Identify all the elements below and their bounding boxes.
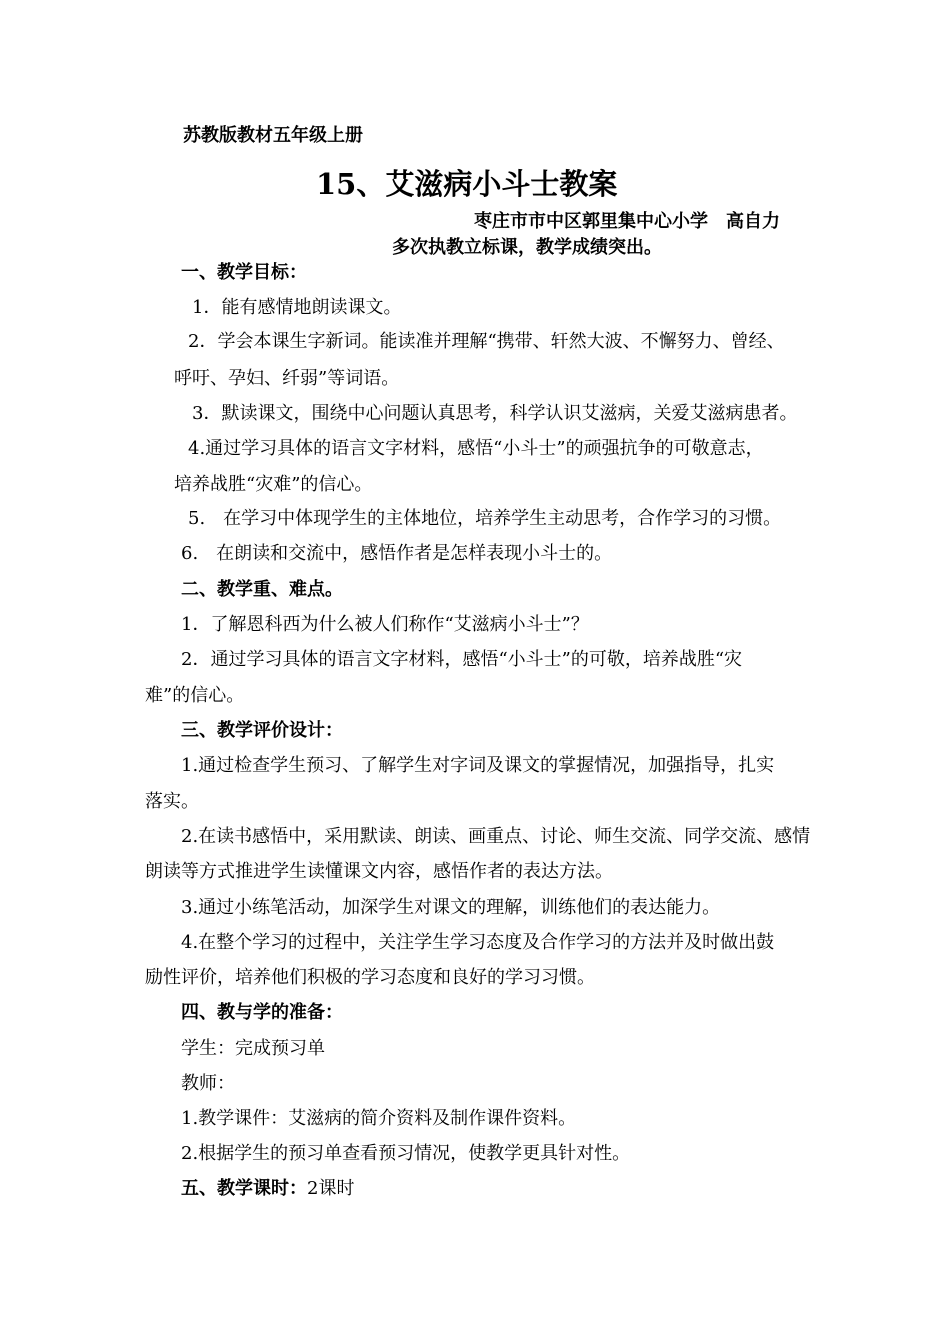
evaluation-item-continuation: 励性评价，培养他们积极的学习态度和良好的学习习惯。 [145, 967, 595, 988]
author-note: 多次执教立标课，教学成绩突出。 [392, 237, 662, 258]
evaluation-item: 2.在读书感悟中，采用默读、朗读、画重点、讨论、师生交流、同学交流、感情 [181, 826, 811, 847]
key-point-item: 1．了解恩科西为什么被人们称作“艾滋病小斗士”？ [181, 614, 589, 635]
evaluation-item: 4.在整个学习的过程中，关注学生学习态度及合作学习的方法并及时做出鼓 [181, 932, 775, 953]
section-heading-preparation: 四、教与学的准备： [181, 1002, 343, 1023]
preparation-student: 学生：完成预习单 [181, 1038, 325, 1059]
preparation-item: 1.教学课件：艾滋病的简介资料及制作课件资料。 [181, 1108, 577, 1129]
objective-item-continuation: 培养战胜“灾难”的信心。 [174, 474, 373, 495]
section-heading-lesson-hours: 五、教学课时： [181, 1178, 307, 1199]
evaluation-item-continuation: 朗读等方式推进学生读懂课文内容，感悟作者的表达方法。 [145, 861, 613, 882]
key-point-item: 2．通过学习具体的语言文字材料，感悟“小斗士”的可敬，培养战胜“灾 [181, 649, 743, 670]
section-heading-objectives: 一、教学目标： [181, 262, 307, 283]
objective-item: 3．默读课文，围绕中心问题认真思考，科学认识艾滋病，关爱艾滋病患者。 [192, 403, 798, 424]
objective-item: 5. 在学习中体现学生的主体地位，培养学生主动思考，合作学习的习惯。 [188, 508, 782, 529]
lesson-title: 15、艾滋病小斗士教案 [316, 167, 618, 201]
evaluation-item: 3.通过小练笔活动，加深学生对课文的理解，训练他们的表达能力。 [181, 897, 721, 918]
objective-item-continuation: 呼吁、孕妇、纤弱”等词语。 [174, 368, 400, 389]
author-line: 枣庄市市中区郭里集中心小学 高自力 [474, 211, 780, 232]
lesson-hours-line [181, 1177, 354, 1201]
objective-item: 6. 在朗读和交流中，感悟作者是怎样表现小斗士的。 [181, 543, 613, 564]
textbook-label: 苏教版教材五年级上册 [183, 125, 363, 146]
section-heading-evaluation: 三、教学评价设计： [181, 720, 343, 741]
preparation-item: 2.根据学生的预习单查看预习情况，使教学更具针对性。 [181, 1143, 631, 1164]
lesson-hours-value: 2课时 [307, 1178, 355, 1199]
objective-item: 1．能有感情地朗读课文。 [192, 297, 402, 318]
objective-item: 4.通过学习具体的语言文字材料，感悟“小斗士”的顽强抗争的可敬意志， [188, 438, 764, 459]
objective-item: 2．学会本课生字新词。能读准并理解“携带、轩然大波、不懈努力、曾经、 [188, 331, 785, 352]
key-point-item-continuation: 难”的信心。 [145, 685, 245, 706]
evaluation-item-continuation: 落实。 [145, 791, 199, 812]
evaluation-item: 1.通过检查学生预习、了解学生对字词及课文的掌握情况，加强指导，扎实 [181, 755, 775, 776]
section-heading-key-points: 二、教学重、难点。 [181, 579, 343, 600]
preparation-teacher: 教师： [181, 1073, 235, 1094]
